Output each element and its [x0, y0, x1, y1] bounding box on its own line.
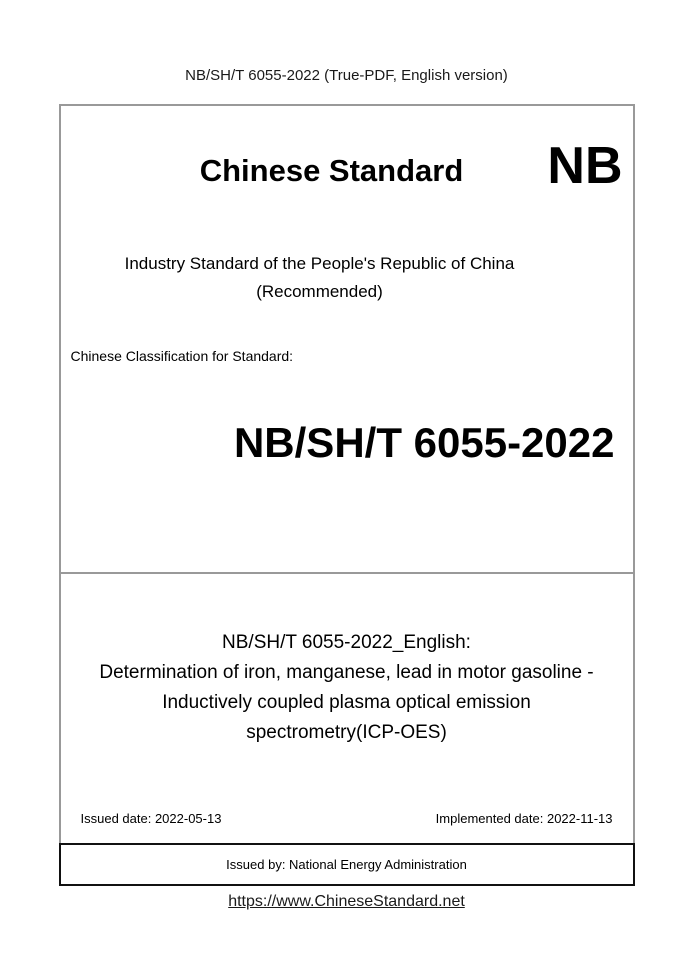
standard-title [67, 628, 627, 748]
cover-box [59, 104, 635, 574]
footer [0, 892, 693, 912]
implemented-date: Implemented date: 2022-11-13 [435, 811, 613, 826]
standard-title-line: Inductively coupled plasma optical emission [162, 692, 531, 713]
issuer-text: Issued by: National Energy Administration [226, 857, 467, 872]
page-header-text: NB/SH/T 6055-2022 (True-PDF, English version) [185, 67, 508, 84]
standard-type-line1: Industry Standard of the People's Republic of China [124, 254, 515, 273]
standard-number: NB/SH/T 6055-2022 [233, 419, 615, 466]
issued-date: Issued date: 2022-05-13 [80, 811, 222, 826]
standard-type [61, 250, 579, 306]
issuer-box [59, 843, 635, 886]
standard-title-line: Determination of iron, manganese, lead in motor gasoline - [99, 662, 594, 683]
title-box [59, 572, 635, 843]
dates-row [81, 811, 613, 827]
site-link[interactable]: https://www.ChineseStandard.net [228, 893, 465, 910]
nb-logo: NB [547, 137, 623, 195]
standard-title-line: NB/SH/T 6055-2022_English: [222, 632, 471, 653]
standard-title-line: spectrometry(ICP-OES) [246, 722, 447, 743]
brand-title: Chinese Standard [199, 153, 464, 188]
standard-type-line2: (Recommended) [256, 282, 383, 301]
classification-label: Chinese Classification for Standard: [70, 348, 294, 364]
